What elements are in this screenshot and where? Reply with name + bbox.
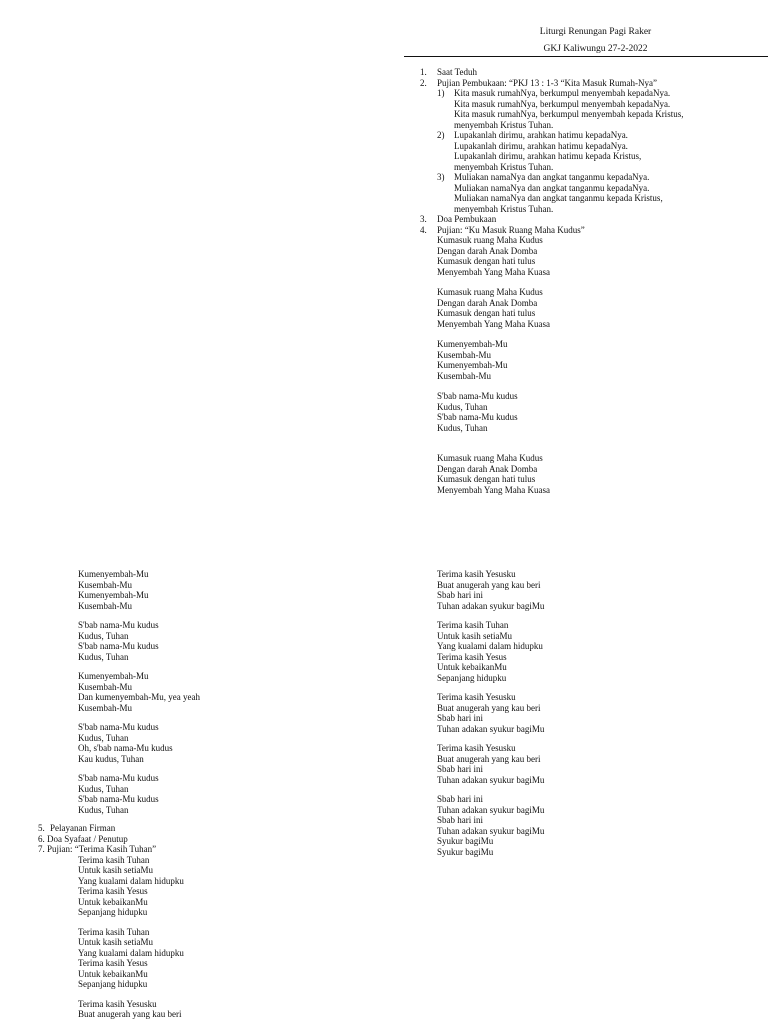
lyric-line: Syukur bagiMu	[437, 836, 494, 846]
lyric-line: Menyembah Yang Maha Kuasa	[437, 484, 550, 495]
lyric-line: Lupakanlah dirimu, arahkan hatimu kepadaNya.	[454, 140, 628, 151]
lyric-stanza	[38, 773, 378, 815]
lyric-line: S'bab nama-Mu kudus	[78, 722, 159, 732]
item-number: 6.	[38, 833, 45, 844]
lyric-stanza	[38, 855, 378, 918]
lyric-stanza	[38, 927, 378, 990]
lyric-line: Kumenyembah-Mu	[437, 360, 508, 370]
lyric-stanza	[38, 671, 378, 713]
lyric-line: Kau kudus, Tuhan	[78, 753, 144, 764]
lyric-stanza	[420, 235, 760, 277]
document-title: Liturgi Renungan Pagi Raker	[539, 27, 652, 37]
lyric-line: Kusembah-Mu	[78, 600, 132, 611]
lyric-line: Dengan darah Anak Domba	[437, 245, 538, 256]
lyric-line: Muliakan namaNya dan angkat tanganmu kepada Kristus,	[454, 193, 663, 203]
lyric-line: Kudus, Tuhan	[78, 630, 129, 641]
lyric-line: Tuhan adakan syukur bagiMu	[437, 804, 545, 815]
verse-number: 2)	[437, 130, 445, 140]
lyric-stanza	[38, 999, 378, 1020]
lyric-line: Tuhan adakan syukur bagiMu	[437, 825, 545, 836]
lyric-line: Kudus, Tuhan	[437, 422, 488, 433]
lyric-line: menyembah Kristus Tuhan.	[454, 203, 554, 214]
lyric-line: Kumasuk dengan hati tulus	[437, 308, 536, 318]
lyric-line: Menyembah Yang Maha Kuasa	[437, 318, 550, 329]
liturgy-column-right-top	[420, 67, 760, 495]
lyric-stanza	[420, 339, 760, 381]
lyric-line: Kusembah-Mu	[78, 579, 132, 590]
verse-number: 1)	[437, 88, 445, 98]
lyric-line: Terima kasih Yesusku	[437, 743, 516, 753]
lyric-line: Terima kasih Yesus	[78, 886, 148, 896]
lyric-line: Untuk kasih setiaMu	[78, 937, 153, 947]
lyric-line: Kita masuk rumahNya, berkumpul menyembah kepadaNya.	[454, 88, 671, 98]
lyric-line: Kudus, Tuhan	[78, 804, 129, 815]
lyric-line: Tuhan adakan syukur bagiMu	[437, 600, 545, 611]
lyric-line: Kumenyembah-Mu	[78, 590, 149, 600]
lyric-line: Terima kasih Tuhan	[78, 926, 150, 937]
lyric-line: S'bab nama-Mu kudus	[437, 391, 518, 401]
item-number: 1.	[420, 67, 427, 77]
lyric-line: Oh, s'bab nama-Mu kudus	[78, 743, 173, 753]
lyric-line: S'bab nama-Mu kudus	[78, 794, 159, 804]
lyric-stanza	[437, 743, 757, 785]
lyric-line: Untuk kasih setiaMu	[78, 865, 153, 875]
lyric-line: Kumenyembah-Mu	[78, 569, 149, 579]
lyric-line: Yang kualami dalam hidupku	[78, 875, 184, 886]
lyric-line: Lupakanlah dirimu, arahkan hatimu kepada Kristus,	[454, 151, 642, 161]
lyric-line: Muliakan namaNya dan angkat tanganmu kepadaNya.	[454, 182, 650, 193]
item-label: Saat Teduh	[437, 67, 477, 77]
lyric-line: Menyembah Yang Maha Kuasa	[437, 266, 550, 277]
lyric-stanza	[437, 692, 757, 734]
lyric-line: Kumasuk ruang Maha Kudus	[437, 453, 543, 463]
lyric-line: Terima kasih Yesusku	[437, 569, 516, 579]
lyric-line: Sbab hari ini	[437, 713, 483, 723]
lyric-stanza	[38, 569, 378, 611]
item-label: Pelayanan Firman	[50, 823, 116, 833]
lyric-line: S'bab nama-Mu kudus	[78, 620, 159, 630]
lyric-line: Tuhan adakan syukur bagiMu	[437, 774, 545, 785]
lyric-stanza	[420, 287, 760, 329]
liturgy-column-right-bottom	[437, 569, 757, 866]
item-label: Doa Pembukaan	[437, 214, 497, 224]
lyric-line: Kudus, Tuhan	[78, 783, 129, 794]
lyric-line: Kudus, Tuhan	[437, 401, 488, 412]
song-verse-2	[437, 130, 760, 172]
song-verse-3	[437, 172, 760, 214]
lyric-line: Terima kasih Yesusku	[437, 692, 516, 702]
lyric-line: Kusembah-Mu	[78, 681, 132, 692]
liturgy-item-4	[420, 225, 760, 236]
lyric-stanza	[38, 722, 378, 764]
lyric-line: Buat anugerah yang kau beri	[437, 702, 541, 713]
item-number: 7.	[38, 844, 45, 854]
lyric-line: Kusembah-Mu	[437, 370, 491, 381]
lyric-line: Untuk kebaikanMu	[78, 896, 148, 907]
lyric-line: Kumenyembah-Mu	[78, 671, 149, 681]
lyric-line: Kudus, Tuhan	[78, 651, 129, 662]
lyric-line: Syukur bagiMu	[437, 846, 494, 857]
liturgy-item-6	[38, 834, 378, 845]
liturgy-item-7	[38, 844, 378, 855]
liturgy-item-2	[420, 78, 760, 89]
lyric-line: Terima kasih Yesus	[78, 958, 148, 968]
lyric-line: Lupakanlah dirimu, arahkan hatimu kepadaNya.	[454, 130, 628, 140]
item-label: Pujian Pembukaan: “PKJ 13 : 1-3 “Kita Masuk Rumah-Nya”	[437, 77, 657, 88]
lyric-line: Tuhan adakan syukur bagiMu	[437, 723, 545, 734]
lyric-stanza	[420, 453, 760, 495]
lyric-line: Terima kasih Tuhan	[437, 620, 509, 630]
lyric-line: Sepanjang hidupku	[78, 907, 148, 917]
song-verse-1	[437, 88, 760, 130]
lyric-line: Muliakan namaNya dan angkat tanganmu kepadaNya.	[454, 172, 650, 182]
liturgy-item-5	[38, 823, 378, 834]
lyric-line: Kumenyembah-Mu	[437, 339, 508, 349]
lyric-line: Yang kualami dalam hidupku	[437, 641, 543, 651]
lyric-line: Sbab hari ini	[437, 794, 483, 804]
lyric-line: S'bab nama-Mu kudus	[78, 641, 159, 651]
lyric-stanza	[38, 620, 378, 662]
liturgy-column-left	[38, 569, 378, 1029]
lyric-line: Sbab hari ini	[437, 815, 483, 825]
lyric-line: Terima kasih Yesus	[437, 651, 507, 662]
lyric-line: Terima kasih Tuhan	[78, 854, 150, 865]
verse-number: 3)	[437, 172, 445, 182]
lyric-line: Kita masuk rumahNya, berkumpul menyembah kepadaNya.	[454, 98, 671, 109]
lyric-line: Kumasuk dengan hati tulus	[437, 474, 536, 484]
lyric-line: Dengan darah Anak Domba	[437, 463, 538, 474]
lyric-line: Kumasuk ruang Maha Kudus	[437, 235, 543, 245]
lyric-stanza	[420, 391, 760, 433]
lyric-line: Untuk kebaikanMu	[437, 662, 507, 672]
item-number: 4.	[420, 224, 427, 235]
liturgy-item-1	[420, 67, 760, 78]
lyric-line: Terima kasih Yesusku	[78, 998, 157, 1009]
lyric-line: Kita masuk rumahNya, berkumpul menyembah kepada Kristus,	[454, 109, 684, 119]
lyric-line: Untuk kasih setiaMu	[437, 630, 512, 641]
lyric-line: Buat anugerah yang kau beri	[437, 579, 541, 590]
lyric-line: S'bab nama-Mu kudus	[78, 773, 159, 783]
lyric-line: Kusembah-Mu	[437, 349, 491, 360]
lyric-line: menyembah Kristus Tuhan.	[454, 161, 554, 172]
lyric-line: Sbab hari ini	[437, 590, 483, 600]
liturgy-item-3	[420, 214, 760, 225]
lyric-line: Sepanjang hidupku	[78, 979, 148, 989]
lyric-line: S'bab nama-Mu kudus	[437, 412, 518, 422]
item-number: 3.	[420, 214, 427, 224]
lyric-stanza	[437, 620, 757, 683]
item-label: Doa Syafaat / Penutup	[47, 833, 128, 844]
lyric-line: Kumasuk ruang Maha Kudus	[437, 287, 543, 297]
lyric-line: Kudus, Tuhan	[78, 732, 129, 743]
lyric-line: Sepanjang hidupku	[437, 672, 507, 683]
lyric-line: Sbab hari ini	[437, 764, 483, 774]
lyric-line: Untuk kebaikanMu	[78, 968, 148, 979]
document-subtitle: GKJ Kaliwungu 27-2-2022	[543, 44, 648, 54]
title-divider	[404, 56, 768, 57]
item-number: 5.	[38, 823, 45, 833]
lyric-stanza	[437, 794, 757, 857]
item-label: Pujian: “Terima Kasih Tuhan”	[47, 844, 157, 854]
lyric-line: Dan kumenyembah-Mu, yea yeah	[78, 692, 200, 702]
item-label: Pujian: “Ku Masuk Ruang Maha Kudus”	[437, 224, 585, 235]
lyric-stanza	[437, 569, 757, 611]
lyric-line: Dengan darah Anak Domba	[437, 297, 538, 308]
lyric-line: Buat anugerah yang kau beri	[437, 753, 541, 764]
lyric-line: menyembah Kristus Tuhan.	[454, 119, 554, 130]
lyric-line: Kumasuk dengan hati tulus	[437, 256, 536, 266]
lyric-line: Kusembah-Mu	[78, 702, 132, 713]
item-number: 2.	[420, 77, 427, 88]
lyric-line: Yang kualami dalam hidupku	[78, 947, 184, 958]
lyric-line: Buat anugerah yang kau beri	[78, 1009, 182, 1019]
